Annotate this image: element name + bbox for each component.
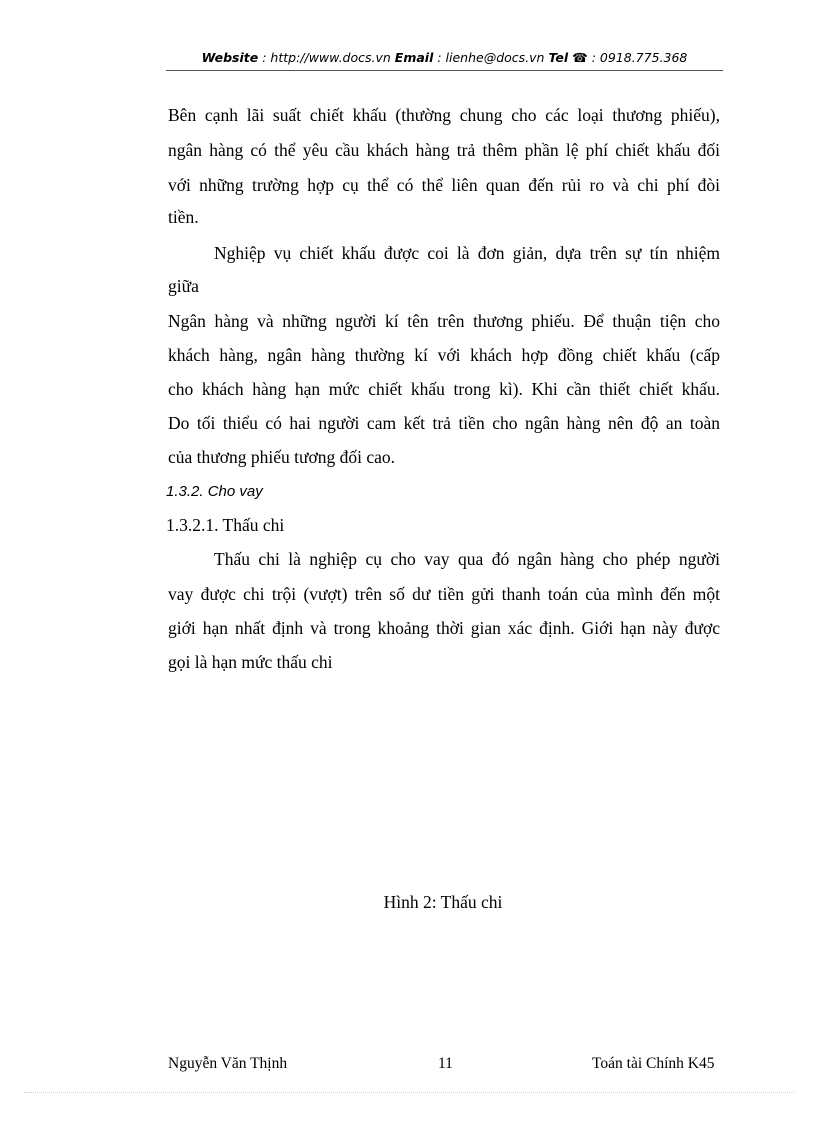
paragraph-line: Do tối thiểu có hai người cam kết trả tiền cho ngân hàng nên độ an toàn	[168, 413, 720, 433]
website-separator: :	[258, 50, 271, 65]
paragraph-line: giữa	[168, 276, 199, 296]
email-separator: :	[433, 50, 446, 65]
tel-label: Tel	[548, 50, 569, 65]
email-value[interactable]: lienhe@docs.vn	[445, 50, 545, 65]
paragraph-line: Nghiệp vụ chiết khấu được coi là đơn giản, dựa trên sự tín nhiệm	[214, 243, 720, 263]
phone-icon: ☎	[572, 50, 588, 65]
paragraph-line: khách hàng, ngân hàng thường kí với khách hợp đồng chiết khấu (cấp	[168, 345, 720, 365]
website-url[interactable]: http://www.docs.vn	[270, 50, 391, 65]
paragraph-line: gọi là hạn mức thấu chi	[168, 652, 333, 672]
paragraph-line: của thương phiếu tương đối cao.	[168, 447, 396, 467]
paragraph-line: ngân hàng có thể yêu cầu khách hàng trả thêm phần lệ phí chiết khấu đối	[168, 140, 720, 160]
tel-value: : 0918.775.368	[587, 50, 688, 65]
page-bottom-border	[24, 1092, 794, 1093]
page-header	[166, 48, 723, 68]
subsection-heading: 1.3.2.1. Thấu chi	[166, 515, 285, 535]
footer-author: Nguyễn Văn Thịnh	[168, 1055, 288, 1072]
website-label: Website	[201, 50, 259, 65]
section-heading: 1.3.2. Cho vay	[166, 483, 263, 500]
paragraph-line: vay được chi trội (vượt) trên số dư tiền gửi thanh toán của mình đến một	[168, 584, 720, 604]
paragraph-line: tiền.	[168, 207, 199, 227]
footer-class: Toán tài Chính K45	[592, 1055, 715, 1072]
paragraph-line: giới hạn nhất định và trong khoảng thời gian xác định. Giới hạn này được	[168, 618, 720, 638]
email-label: Email	[394, 50, 434, 65]
paragraph-line: cho khách hàng hạn mức chiết khấu trong kì). Khi cần thiết chiết khấu.	[168, 379, 720, 399]
figure-caption: Hình 2: Thấu chi	[383, 892, 503, 912]
paragraph-line: với những trường hợp cụ thể có thể liên quan đến rủi ro và chi phí đòi	[168, 175, 720, 195]
header-divider	[166, 70, 723, 71]
page-number: 11	[438, 1055, 453, 1072]
paragraph-line: Ngân hàng và những người kí tên trên thương phiếu. Để thuận tiện cho	[168, 311, 720, 331]
paragraph-line: Bên cạnh lãi suất chiết khấu (thường chung cho các loại thương phiếu),	[168, 105, 720, 125]
paragraph-line: Thấu chi là nghiệp cụ cho vay qua đó ngân hàng cho phép người	[214, 549, 720, 569]
